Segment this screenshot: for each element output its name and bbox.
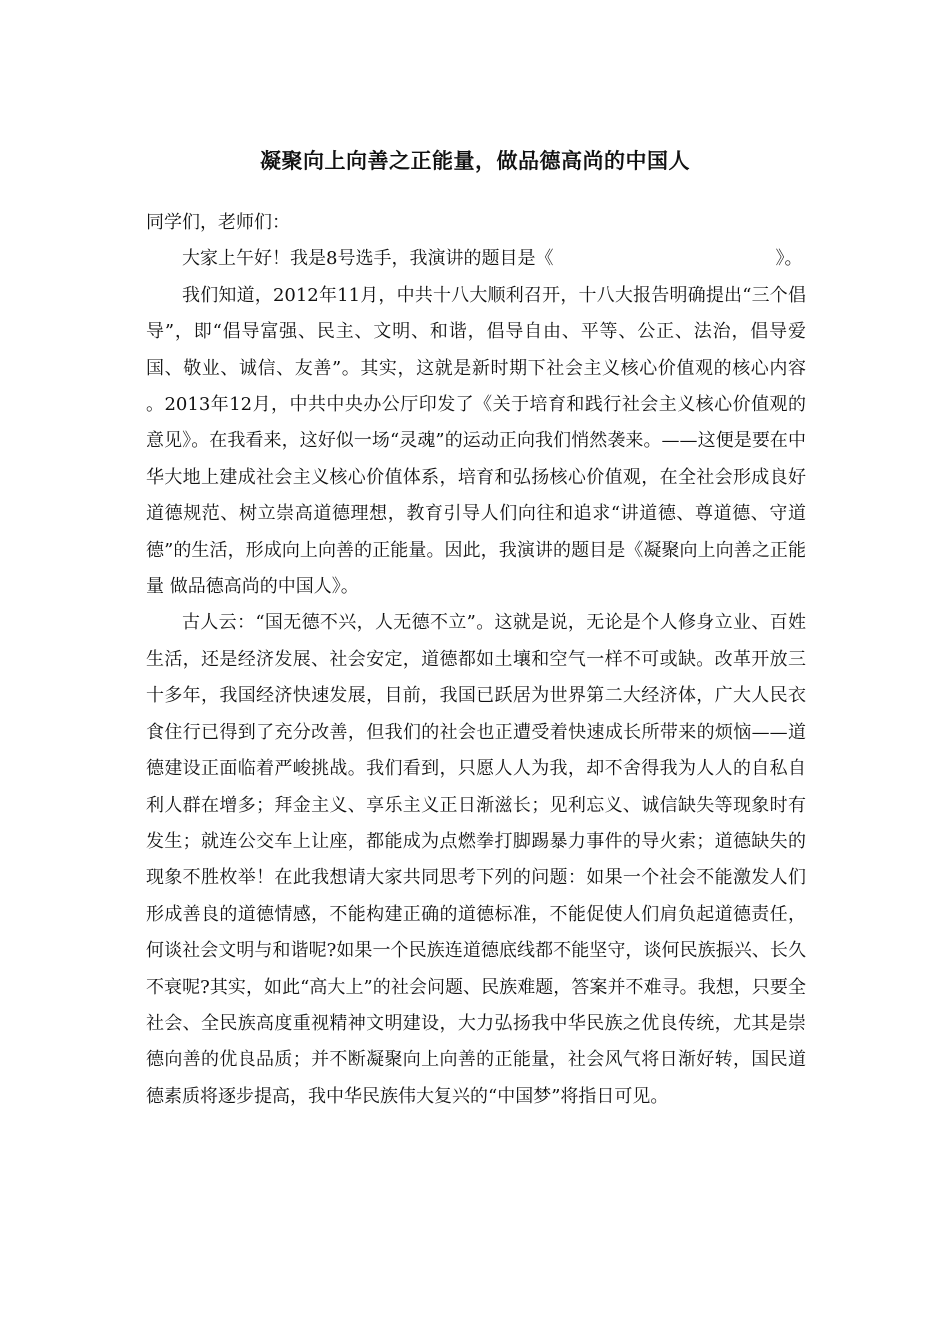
- document-title: 凝聚向上向善之正能量，做品德高尚的中国人: [260, 149, 690, 173]
- paragraph-morality: 古人云：“国无德不兴，人无德不立”。这就是说，无论是个人修身立业、百姓生活，还是经济发展、社会安定，道德都如土壤和空气一样不可或缺。改革开放三十多年，我国经济快速发展，目前，我国已跃居为世界第二大经济体，广大人民衣食住行已得到了充分改善，但我们的社会也正遭受着快速成长所带来的烦恼——道德建设正面临着严峻挑战。我们看到，只愿人人为我，却不舍得我为人人的自私自利人群在增多；拜金主义、享乐主义正日渐滋长；见利忘义、诚信缺失等现象时有发生；就连公交车上让座，都能成为点燃拳打脚踢暴力事件的导火索；道德缺失的现象不胜枚举！在此我想请大家共同思考下列的问题：如果一个社会不能激发人们形成善良的道德情感，不能构建正确的道德标准，不能促使人们肩负起道德责任，何谈社会文明与和谐呢?如果一个民族连道德底线都不能坚守，谈何民族振兴、长久不衰呢?其实，如此“高大上”的社会问题、民族难题，答案并不难寻。我想，只要全社会、全民族高度重视精神文明建设，大力弘扬我中华民族之优良传统，尤其是崇德向善的优良品质；并不断凝聚向上向善的正能量，社会风气将日渐好转，国民道德素质将逐步提高，我中华民族伟大复兴的“中国梦”将指日可见。: [146, 612, 806, 1107]
- intro-text-after-blank: 》。: [775, 248, 803, 270]
- intro-text-before-blank: 大家上午好！我是8号选手，我演讲的题目是《: [182, 248, 554, 270]
- document-body: [146, 205, 806, 1115]
- intro-paragraph: [146, 241, 806, 277]
- paragraph-core-values: 我们知道，2012年11月，中共十八大顺利召开，十八大报告明确提出“三个倡导”，即“倡导富强、民主、文明、和谐，倡导自由、平等、公正、法治，倡导爱国、敬业、诚信、友善”。其实，这就是新时期下社会主义核心价值观的核心内容 。2013年12月，中共中央办公厅印发了《关于培育和践行社会主义核心价值观的意见》。在我看来，这好似一场“灵魂”的运动正向我们悄然袭来。——这便是要在中华大地上建成社会主义核心价值体系，培育和弘扬核心价值观，在全社会形成良好道德规范、树立崇高道德理想，教育引导人们向往和追求“讲道德、尊道德、守道德”的生活，形成向上向善的正能量。因此，我演讲的题目是《凝聚向上向善之正能量 做品德高尚的中国人》。: [146, 284, 806, 598]
- salutation: 同学们，老师们：: [146, 212, 290, 233]
